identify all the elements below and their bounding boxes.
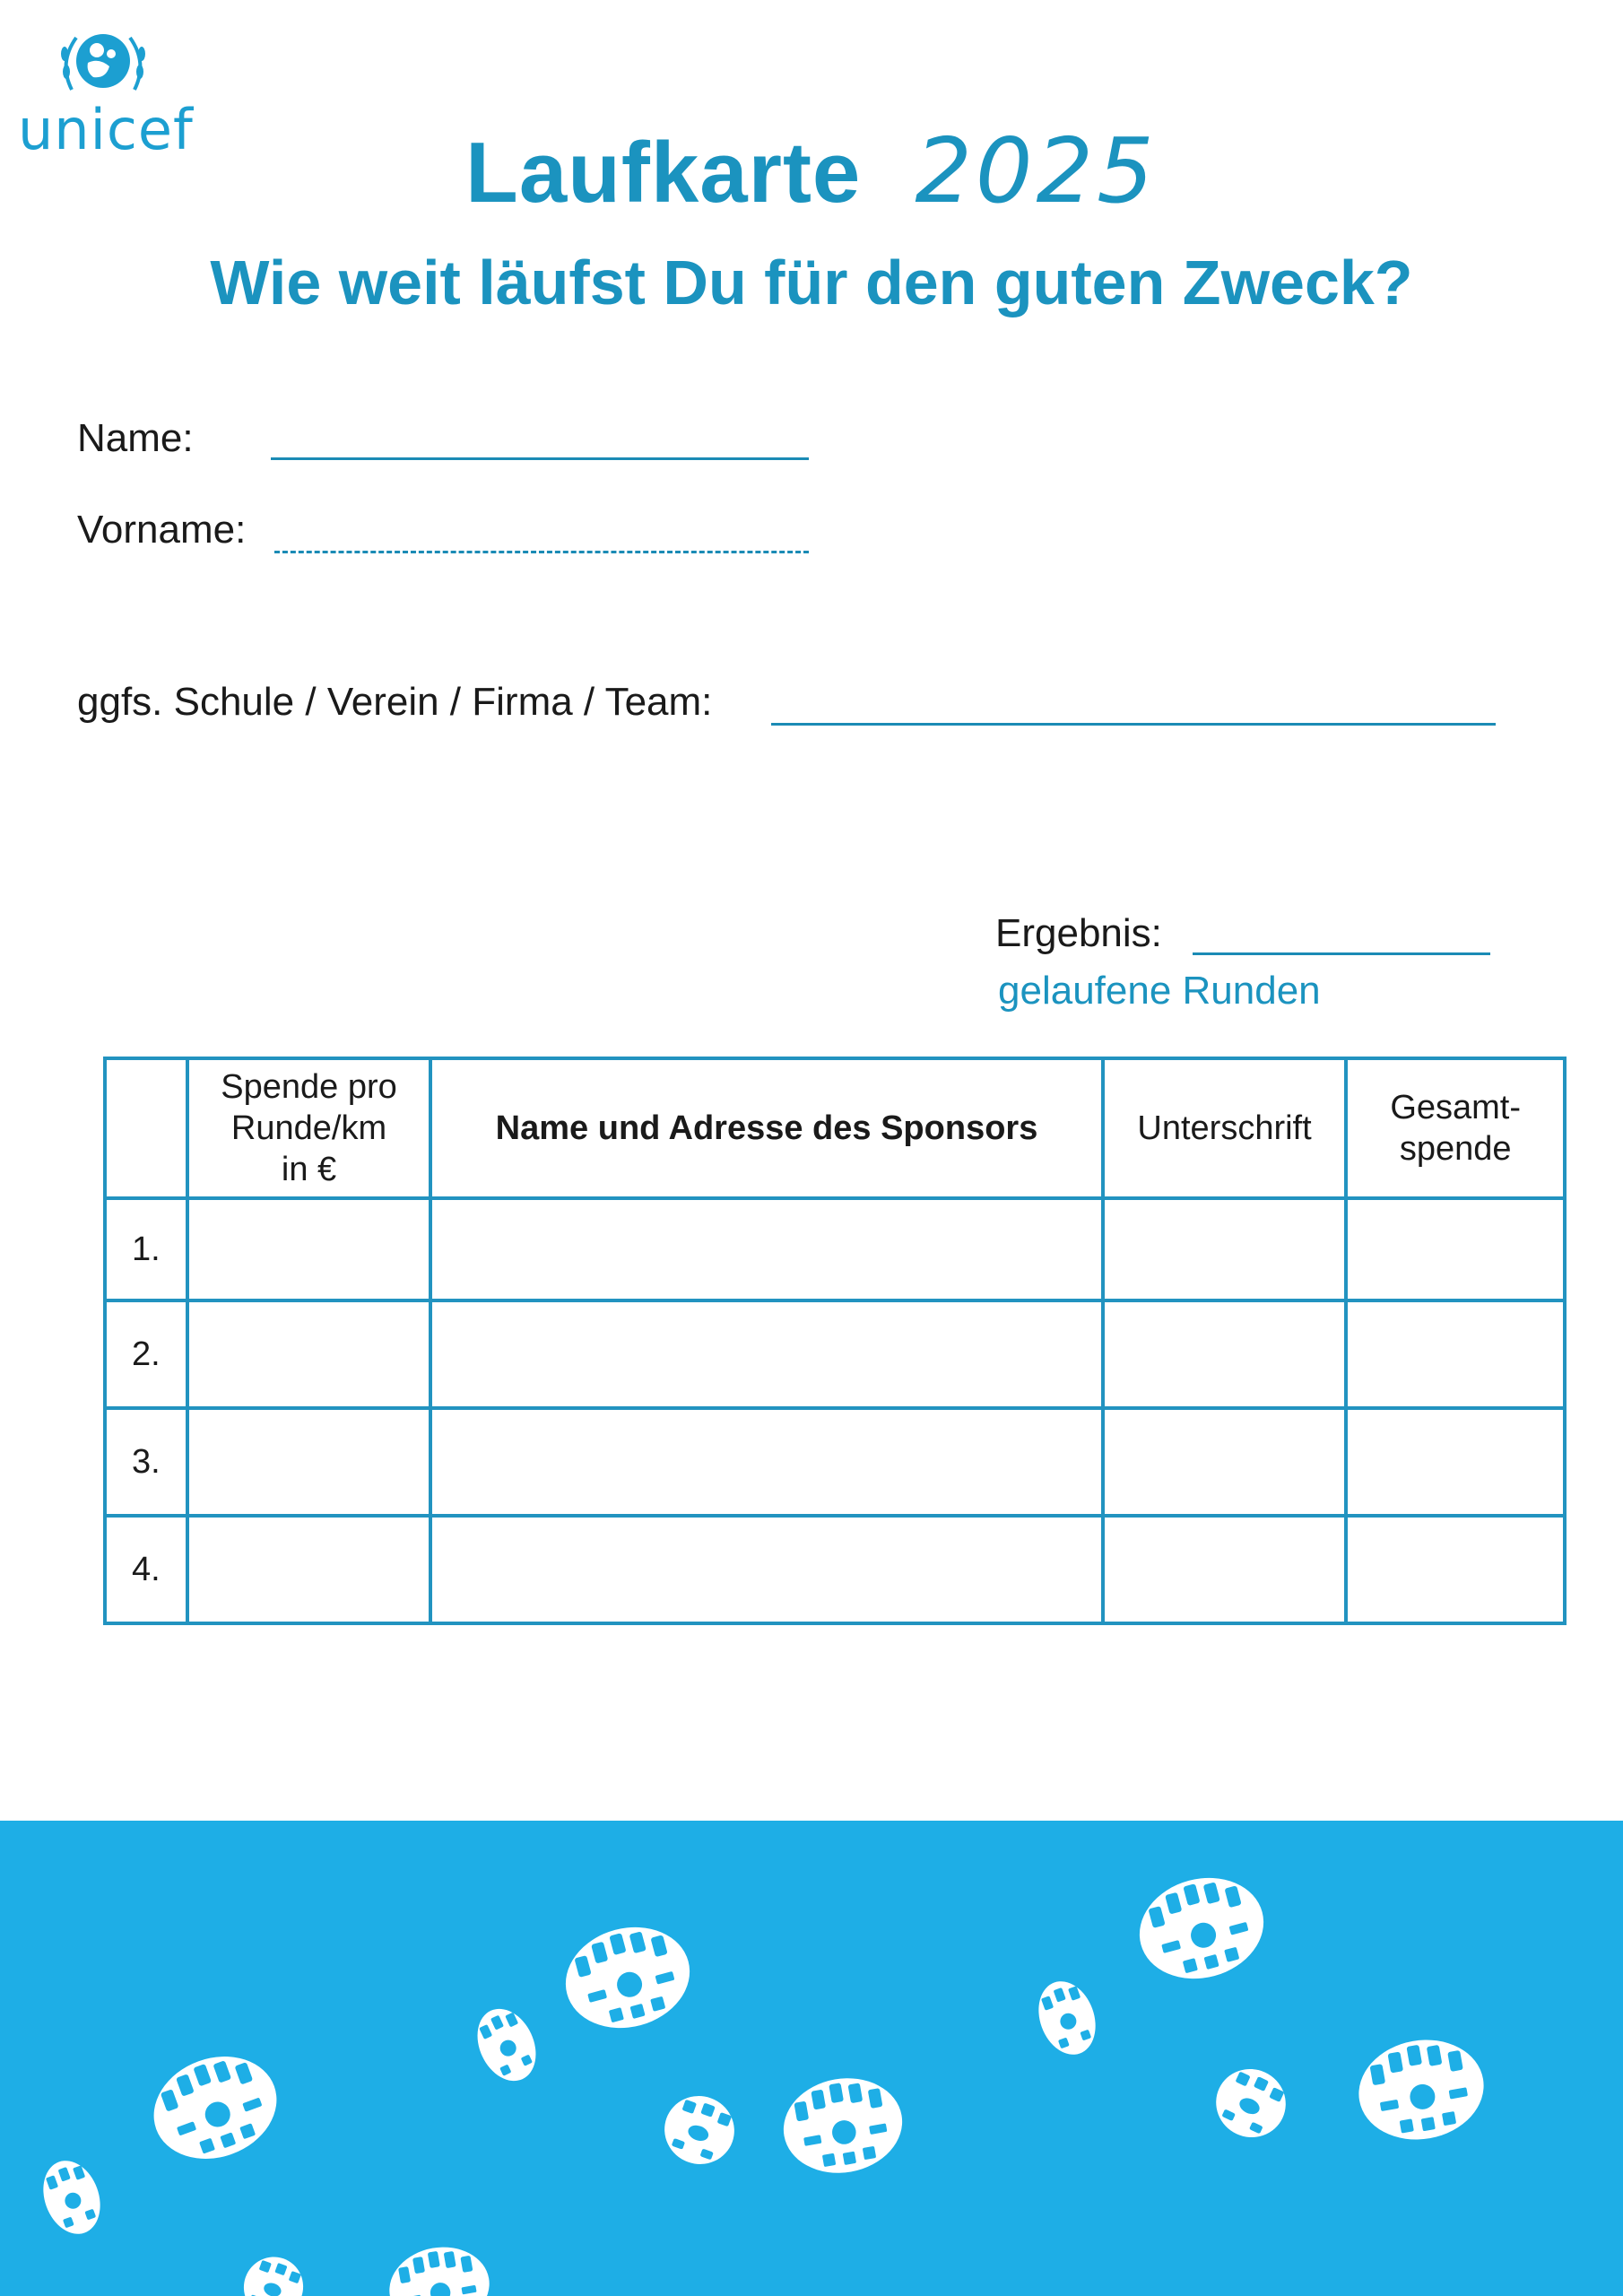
ergebnis-caption: gelaufene Runden — [998, 969, 1321, 1013]
header-sponsor-name: Name und Adresse des Sponsors — [430, 1058, 1102, 1198]
header-donation-line-2: Runde/km — [230, 1109, 387, 1147]
header-donation-line-1: Spende pro — [221, 1068, 397, 1106]
sponsor-cell[interactable] — [430, 1516, 1102, 1623]
signature-cell[interactable] — [1103, 1198, 1347, 1300]
signature-cell[interactable] — [1103, 1408, 1347, 1516]
ergebnis-input-line[interactable] — [1193, 952, 1490, 955]
table-row — [105, 1516, 1565, 1623]
total-cell[interactable] — [1346, 1516, 1565, 1623]
page-subtitle: Wie weit läufst Du für den guten Zweck? — [210, 248, 1413, 317]
sponsor-cell[interactable] — [430, 1300, 1102, 1408]
row-number: 3. — [105, 1408, 187, 1516]
table-row — [105, 1198, 1565, 1300]
footprint-icon — [33, 1865, 1491, 2296]
logo-text: unicef — [18, 97, 194, 162]
team-field — [77, 680, 712, 725]
title-text: Laufkarte — [465, 125, 862, 221]
vorname-label: Vorname: — [77, 508, 247, 552]
sponsor-table — [103, 1057, 1567, 1625]
donation-cell[interactable] — [187, 1516, 431, 1623]
unicef-emblem-icon — [54, 27, 152, 99]
ergebnis-field — [995, 911, 1162, 956]
footer-band — [0, 1821, 1623, 2296]
sponsor-cell[interactable] — [430, 1198, 1102, 1300]
page-title — [0, 118, 1623, 223]
team-label: ggfs. Schule / Verein / Firma / Team: — [77, 680, 713, 724]
header-total-line-1: Gesamt- — [1390, 1089, 1522, 1126]
header-donation-line-3: in € — [281, 1151, 337, 1188]
table-row — [105, 1408, 1565, 1516]
row-number: 1. — [105, 1198, 187, 1300]
team-input-line[interactable] — [771, 723, 1496, 726]
table-row — [105, 1300, 1565, 1408]
signature-cell[interactable] — [1103, 1516, 1347, 1623]
ergebnis-label: Ergebnis: — [995, 911, 1162, 955]
footprints-decoration — [0, 1821, 1623, 2296]
row-number: 2. — [105, 1300, 187, 1408]
total-cell[interactable] — [1346, 1408, 1565, 1516]
total-cell[interactable] — [1346, 1300, 1565, 1408]
signature-cell[interactable] — [1103, 1300, 1347, 1408]
donation-cell[interactable] — [187, 1300, 431, 1408]
header-total-line-2: spende — [1399, 1130, 1512, 1168]
sponsor-cell[interactable] — [430, 1408, 1102, 1516]
vorname-field — [77, 508, 246, 552]
header-number — [105, 1058, 187, 1198]
vorname-input-line[interactable] — [274, 551, 809, 553]
name-label: Name: — [77, 416, 194, 460]
header-donation-per-lap — [187, 1058, 431, 1198]
row-number: 4. — [105, 1516, 187, 1623]
name-input-line[interactable] — [271, 457, 809, 460]
donation-cell[interactable] — [187, 1408, 431, 1516]
header-signature: Unterschrift — [1103, 1058, 1347, 1198]
donation-cell[interactable] — [187, 1198, 431, 1300]
table-header-row — [105, 1058, 1565, 1198]
title-year: 2025 — [915, 118, 1158, 223]
name-field — [77, 416, 194, 461]
header-total-donation — [1346, 1058, 1565, 1198]
total-cell[interactable] — [1346, 1198, 1565, 1300]
